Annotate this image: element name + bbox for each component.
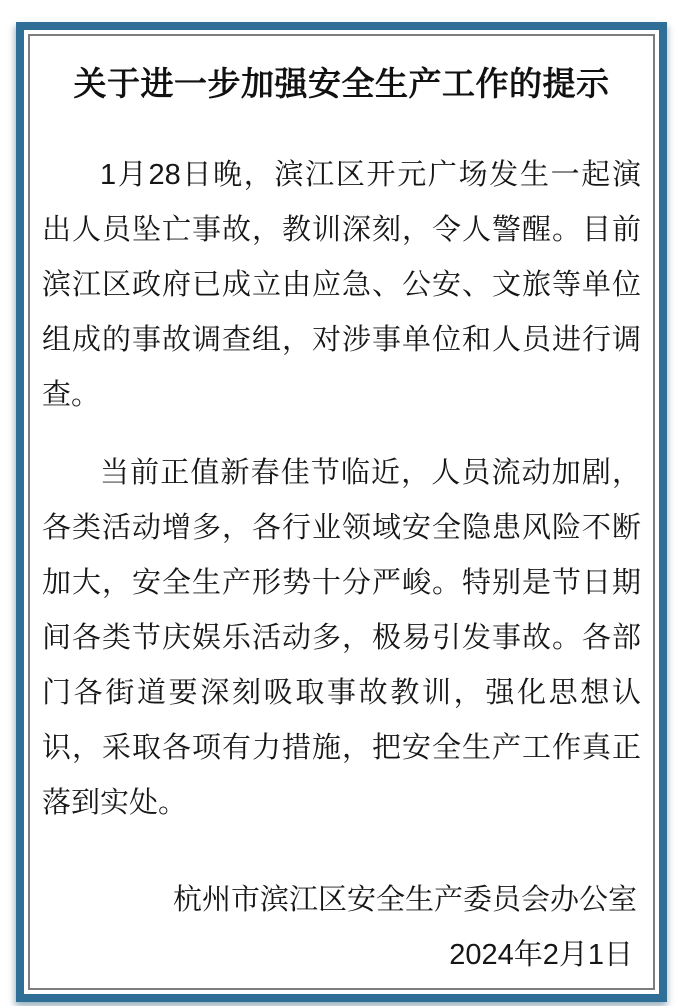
notice-paragraph-2 [42,446,641,831]
body-line: 落到实处。 [42,787,188,819]
body-line: 各类活动增多，各行业领域安全隐患风险不断 [42,512,641,544]
body-line: 查。 [42,379,101,411]
date: 2024年2月1日 [449,939,633,971]
body-line: 1月28日晚，滨江区开元广场发生一起演 [100,159,641,191]
notice-inner-frame [28,34,655,990]
notice-outer-frame [16,22,667,1002]
body-line: 加大，安全生产形势十分严峻。特别是节日期 [42,567,641,599]
body-line: 识，采取各项有力措施，把安全生产工作真正 [42,732,641,764]
signature: 杭州市滨江区安全生产委员会办公室 [172,884,637,916]
notice-title: 关于进一步加强安全生产工作的提示 [73,65,610,102]
body-line: 当前正值新春佳节临近，人员流动加剧， [100,457,641,489]
body-line: 门各街道要深刻吸取事故教训，强化思想认 [42,677,641,709]
notice-content [30,36,653,988]
body-line: 间各类节庆娱乐活动多，极易引发事故。各部 [42,622,641,654]
notice-paragraph-1 [42,148,641,423]
body-line: 组成的事故调查组，对涉事单位和人员进行调 [42,324,641,356]
body-line: 出人员坠亡事故，教训深刻，令人警醒。目前 [42,214,641,246]
body-line: 滨江区政府已成立由应急、公安、文旅等单位 [42,269,641,301]
